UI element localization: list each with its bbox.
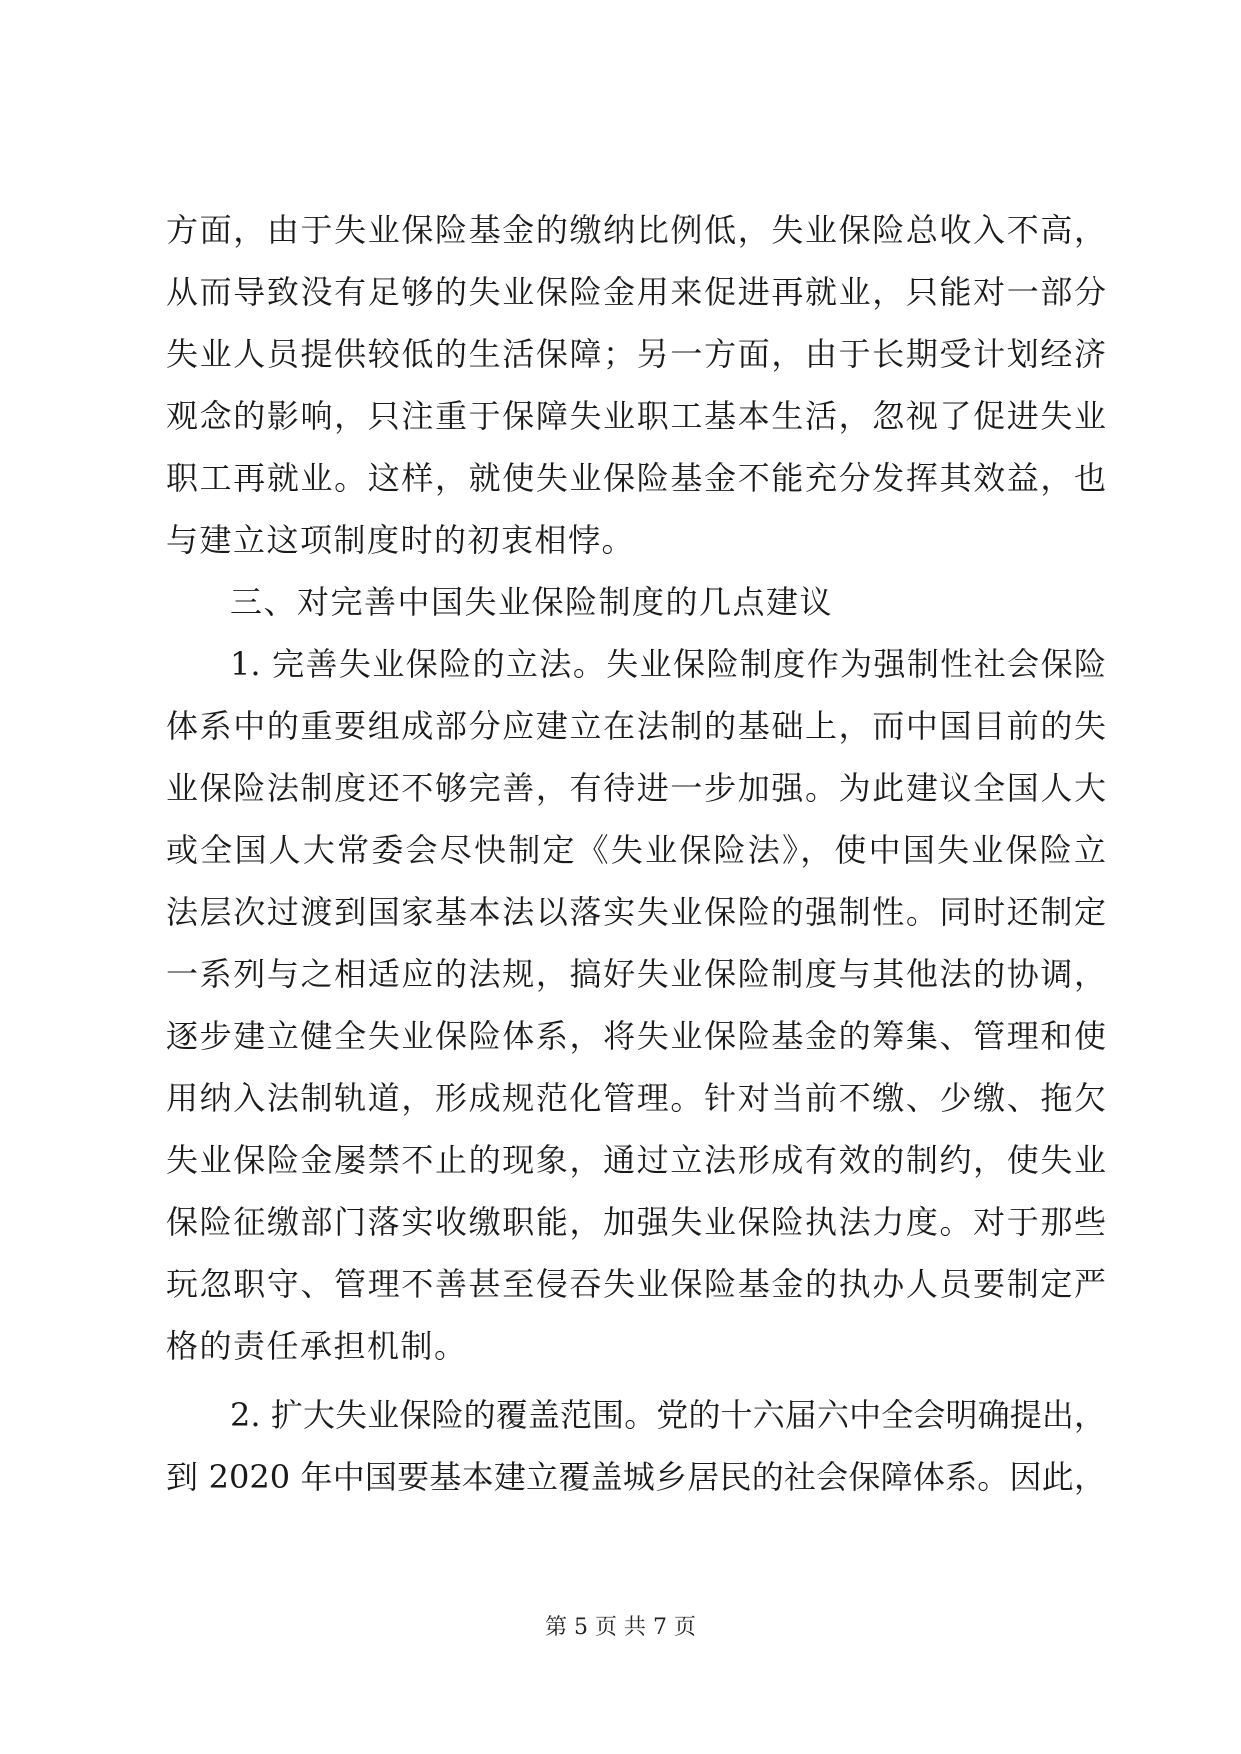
paragraph-line: 玩忽职守、管理不善甚至侵吞失业保险基金的执办人员要制定严 bbox=[166, 1265, 1106, 1303]
paragraph-line: 失业人员提供较低的生活保障；另一方面，由于长期受计划经济 bbox=[166, 335, 1106, 373]
paragraph-line: 观念的影响，只注重于保障失业职工基本生活，忽视了促进失业 bbox=[166, 397, 1106, 435]
paragraph-line: 到 2020 年中国要基本建立覆盖城乡居民的社会保障体系。因此， bbox=[166, 1458, 1106, 1496]
paragraph-line: 从而导致没有足够的失业保险金用来促进再就业，只能对一部分 bbox=[166, 273, 1106, 311]
paragraph-line: 格的责任承担机制。 bbox=[166, 1327, 468, 1365]
paragraph-line: 用纳入法制轨道，形成规范化管理。针对当前不缴、少缴、拖欠 bbox=[166, 1079, 1106, 1117]
paragraph-line: 2. 扩大失业保险的覆盖范围。党的十六届六中全会明确提出， bbox=[230, 1396, 1106, 1434]
paragraph-line: 方面，由于失业保险基金的缴纳比例低，失业保险总收入不高， bbox=[166, 211, 1106, 249]
paragraph-line: 或全国人大常委会尽快制定《失业保险法》，使中国失业保险立 bbox=[166, 831, 1106, 869]
paragraph-line: 与建立这项制度时的初衷相悖。 bbox=[166, 521, 636, 559]
paragraph-line: 1. 完善失业保险的立法。失业保险制度作为强制性社会保险 bbox=[230, 645, 1106, 683]
paragraph-line: 逐步建立健全失业保险体系，将失业保险基金的筹集、管理和使 bbox=[166, 1017, 1106, 1055]
section-heading: 三、对完善中国失业保险制度的几点建议 bbox=[230, 583, 834, 621]
paragraph-line: 职工再就业。这样，就使失业保险基金不能充分发挥其效益，也 bbox=[166, 459, 1106, 497]
paragraph-line: 法层次过渡到国家基本法以落实失业保险的强制性。同时还制定 bbox=[166, 893, 1106, 931]
paragraph-line: 失业保险金屡禁不止的现象，通过立法形成有效的制约，使失业 bbox=[166, 1141, 1106, 1179]
paragraph-line: 体系中的重要组成部分应建立在法制的基础上，而中国目前的失 bbox=[166, 707, 1106, 745]
page-footer: 第 5 页 共 7 页 bbox=[545, 1615, 696, 1640]
paragraph-line: 一系列与之相适应的法规，搞好失业保险制度与其他法的协调， bbox=[166, 955, 1106, 993]
paragraph-line: 保险征缴部门落实收缴职能，加强失业保险执法力度。对于那些 bbox=[166, 1203, 1106, 1241]
paragraph-line: 业保险法制度还不够完善，有待进一步加强。为此建议全国人大 bbox=[166, 769, 1106, 807]
